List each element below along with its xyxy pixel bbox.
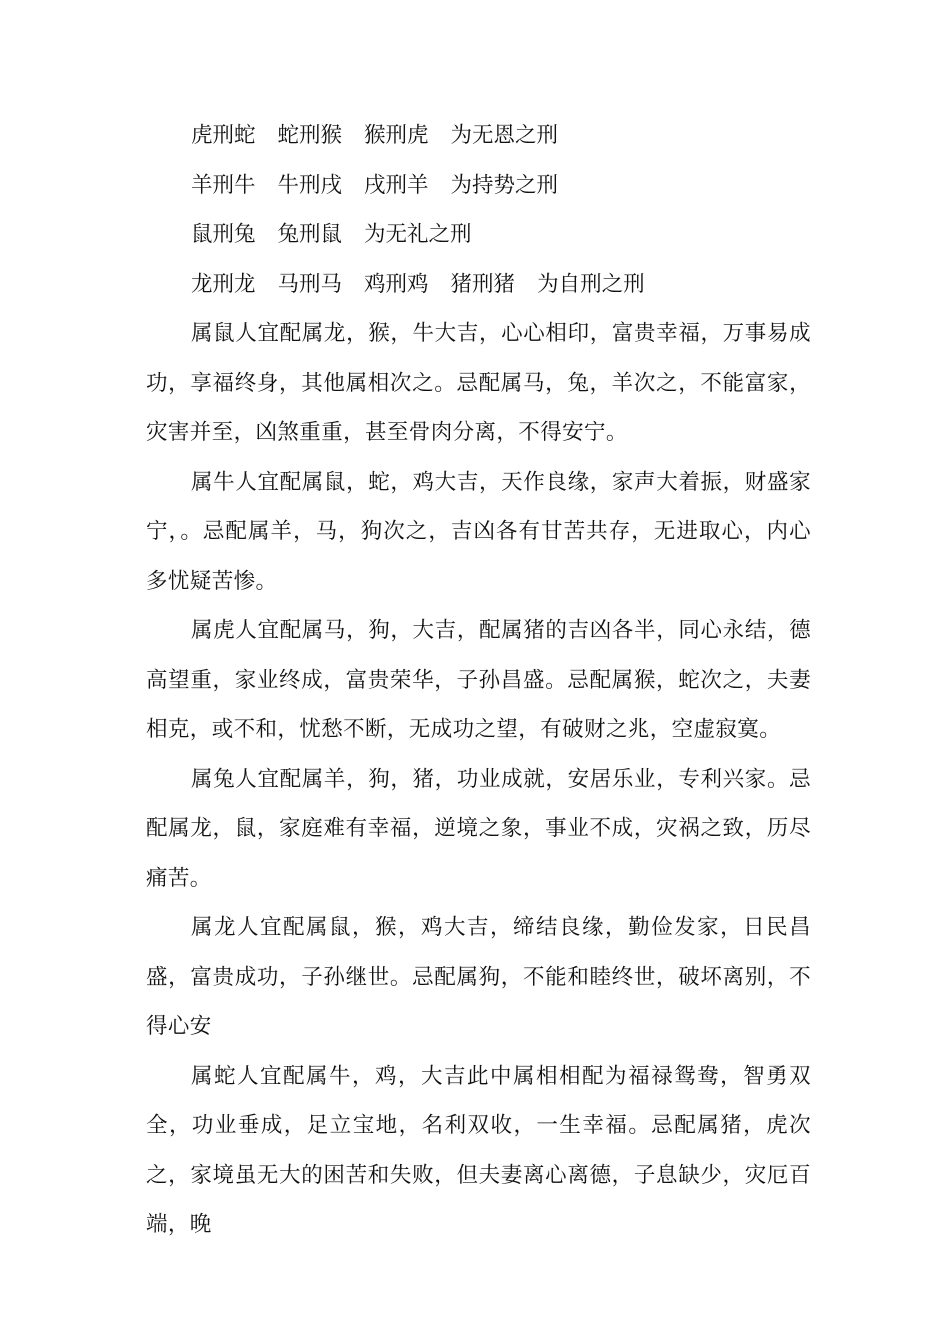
punishment-line-1 [146, 111, 811, 161]
term: 鸡刑鸡 [364, 271, 429, 297]
term: 虎刑蛇 [191, 123, 256, 148]
term: 蛇刑猴 [277, 123, 343, 148]
term: 为自刑之刑 [537, 271, 645, 297]
paragraph-tiger: 属虎人宜配属马，狗，大吉，配属猪的吉凶各半，同心永结，德高望重，家业终成，富贵荣华，子孙昌盛。忌配属猴，蛇次之，夫妻相克，或不和，忧愁不断，无成功之望，有破财之兆，空虚寂寞。 [146, 618, 811, 742]
punishment-line-2 [146, 161, 811, 211]
paragraph-dragon: 属龙人宜配属鼠，猴，鸡大吉，缔结良缘，勤俭发家，日民昌盛，富贵成功，子孙继世。忌配属狗，不能和睦终世，破坏离别，不得心安 [146, 915, 811, 1039]
term: 为持势之刑 [450, 172, 559, 198]
term: 戌刑羊 [364, 172, 429, 198]
punishment-line-4 [146, 260, 811, 310]
punishment-line-3 [146, 210, 811, 260]
term: 马刑马 [277, 271, 343, 297]
paragraph-rabbit: 属兔人宜配属羊，狗，猪，功业成就，安居乐业，专利兴家。忌配属龙，鼠，家庭难有幸福，逆境之象，事业不成，灾祸之致，历尽痛苦。 [146, 766, 811, 891]
term: 牛刑戌 [277, 172, 343, 198]
term: 兔刑鼠 [277, 222, 343, 247]
term: 为无礼之刑 [364, 222, 472, 247]
paragraph-snake: 属蛇人宜配属牛，鸡，大吉此中属相相配为福禄鸳鸯，智勇双全，功业垂成，足立宝地，名利双收，一生幸福。忌配属猪，虎次之，家境虽无大的困苦和失败，但夫妻离心离德，子息缺少，灾厄百端，晚 [146, 1063, 811, 1237]
term: 鼠刑兔 [191, 222, 256, 247]
paragraph-ox: 属牛人宜配属鼠，蛇，鸡大吉，天作良缘，家声大着振，财盛家宁，。忌配属羊，马，狗次之，吉凶各有甘苦共存，无进取心，内心多忧疑苦惨。 [146, 469, 811, 594]
term: 羊刑牛 [191, 172, 256, 198]
term: 猴刑虎 [364, 123, 429, 148]
paragraph-rat: 属鼠人宜配属龙，猴，牛大吉，心心相印，富贵幸福，万事易成功，享福终身，其他属相次之。忌配属马，兔，羊次之，不能富家，灾害并至，凶煞重重，甚至骨肉分离，不得安宁。 [146, 321, 811, 445]
term: 龙刑龙 [191, 271, 256, 297]
term: 猪刑猪 [450, 271, 516, 297]
document-body [146, 111, 811, 1250]
term: 为无恩之刑 [450, 123, 559, 148]
